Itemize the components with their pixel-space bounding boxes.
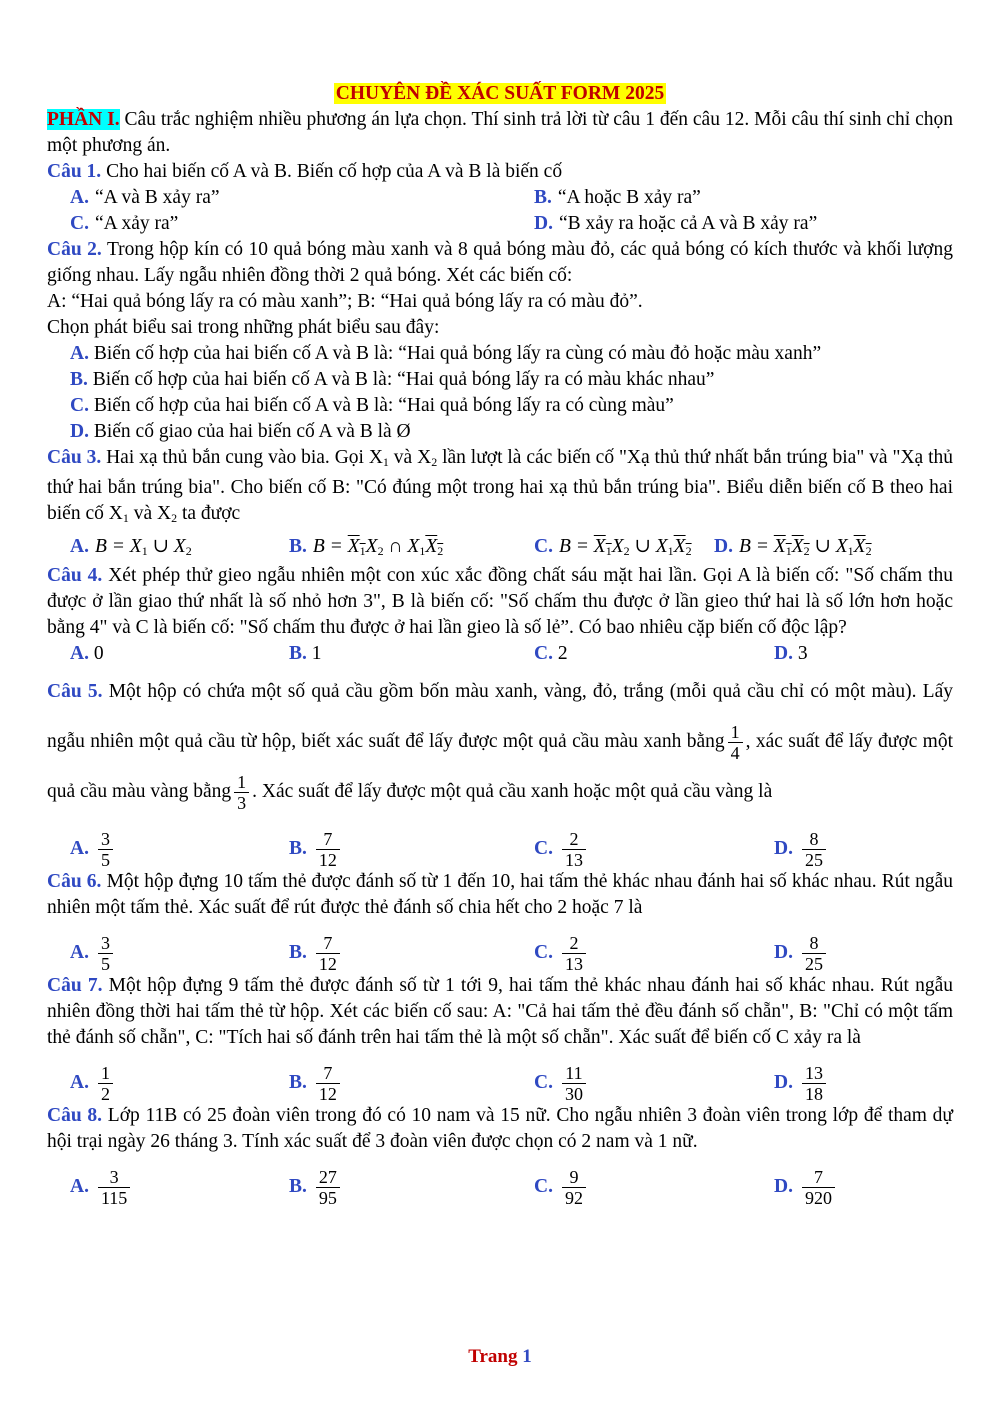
option-c: C. $\frac{2}{13}$	[534, 829, 589, 870]
question-3: Câu 3. Hai xạ thủ bắn cung vào bia. Gọi $X_1$ và $X_2$ lần lượt là các biến cố "Xạ thủ thứ nhất bắn trúng bia" và "Xạ thủ thứ hai bắn trúng bia". Cho biến cố B: "Có đúng một trong hai xạ thủ bắn trúng bia". Biểu diễn biến cố B theo hai biến cố $X_1$ và $X_2$ ta được	[47, 447, 953, 525]
option-b: B. Biến cố hợp của hai biến cố A và B là: “Hai quả bóng lấy ra có màu khác nhau”	[70, 369, 715, 390]
page-number: 1	[522, 1346, 532, 1367]
question-2	[47, 237, 953, 289]
part-heading	[47, 107, 953, 159]
formula-c: $B = X_1X_2$ ∪ $X_1X_2$	[558, 536, 692, 558]
formula-a: $B = X_1$ ∪ $X_2$	[94, 536, 192, 558]
option-a: A. $\frac{3}{5}$	[70, 933, 116, 974]
option-a: A. 0	[70, 643, 104, 664]
question-8	[47, 1103, 953, 1155]
option-a: A. Biến cố hợp của hai biến cố A và B là: “Hai quả bóng lấy ra cùng có màu đỏ hoặc màu xanh”	[70, 343, 822, 364]
question-1	[47, 159, 953, 185]
question-4-text: Xét phép thử gieo ngẫu nhiên một con xúc xắc đồng chất sáu mặt hai lần. Gọi A là biến cố: "Số chấm thu được ở lần giao thứ nhất là số nhỏ hơn 3", B là biến cố: "Số chấm thu được ở lần gieo thứ hai là số lớn hơn hoặc bằng 4" và C là biến cố: "Số chấm thu được ở hai lần gieo là số lẻ”. Có bao nhiêu cặp biến cố độc lập?	[47, 565, 953, 638]
option-d: D. $\frac{13}{18}$	[774, 1063, 829, 1104]
part-instructions: Câu trắc nghiệm nhiều phương án lựa chọn. Thí sinh trả lời từ câu 1 đến câu 12. Mỗi câu thí sinh chỉ chọn một phương án.	[47, 109, 953, 156]
option-a: A. $B = X_1$ ∪ $X_2$	[70, 536, 192, 558]
question-4-label: Câu 4.	[47, 565, 103, 586]
page-footer	[0, 1346, 1000, 1368]
question-7-options	[47, 1051, 953, 1103]
option-d: D. $\frac{8}{25}$	[774, 829, 829, 870]
option-a: A. “A và B xảy ra”	[70, 187, 220, 208]
question-6	[47, 869, 953, 921]
question-1-label: Câu 1.	[47, 161, 102, 182]
option-c: C. Biến cố hợp của hai biến cố A và B là: “Hai quả bóng lấy ra có cùng màu”	[70, 395, 674, 416]
question-7-text: Một hộp đựng 9 tấm thẻ được đánh số từ 1 tới 9, hai tấm thẻ khác nhau đánh hai số khác nhau. Rút ngẫu nhiên đồng thời hai tấm thẻ từ hộp. Xét các biến cố sau: A: "Cả hai tấm thẻ đều đánh số chẵn", B: "Chỉ có một tấm thẻ đánh số chẵn", C: "Tích hai số đánh trên hai tấm thẻ là một số chẵn". Xác suất để biến cố C xảy ra là	[47, 975, 953, 1048]
option-d: D. “B xảy ra hoặc cả A và B xảy ra”	[534, 213, 818, 234]
option-b: B. $B = X_1X_2$ ∩ $X_1X_2$	[289, 536, 444, 558]
document-title: CHUYÊN ĐỀ XÁC SUẤT FORM 2025	[335, 83, 665, 104]
option-d: D. Biến cố giao của hai biến cố A và B là Ø	[70, 421, 411, 442]
question-1-options	[47, 185, 953, 211]
option-b: B. $\frac{7}{12}$	[289, 829, 343, 870]
option-a: A. $\frac{3}{115}$	[70, 1167, 133, 1208]
option-c: C. 2	[534, 643, 568, 664]
option-d: D. $B = X_1X_2$ ∪ $X_1X_2$	[714, 536, 872, 558]
option-c: C. $B = X_1X_2$ ∪ $X_1X_2$	[534, 536, 692, 558]
formula-b: $B = X_1X_2$ ∩ $X_1X_2$	[312, 536, 444, 558]
option-a: A. $\frac{3}{5}$	[70, 829, 116, 870]
option-b: B. 1	[289, 643, 322, 664]
option-d: D. $\frac{8}{25}$	[774, 933, 829, 974]
question-2-label: Câu 2.	[47, 239, 102, 260]
option-c: C. $\frac{11}{30}$	[534, 1063, 589, 1104]
part-label: PHẦN I.	[47, 109, 120, 130]
question-2-text: Trong hộp kín có 10 quả bóng màu xanh và 8 quả bóng màu đỏ, các quả bóng có kích thước và khối lượng giống nhau. Lấy ngẫu nhiên đồng thời 2 quả bóng. Xét các biến cố:	[47, 239, 953, 286]
option-b: B. “A hoặc B xảy ra”	[534, 187, 701, 208]
fraction: $\frac{1}{4}$	[728, 722, 743, 763]
question-4-options	[47, 641, 953, 667]
question-5: Câu 5. Một hộp có chứa một số quả cầu gồm bốn màu xanh, vàng, đỏ, trắng (mỗi quả cầu chỉ có một màu). Lấy ngẫu nhiên một quả cầu từ hộp, biết xác suất để lấy được một quả cầu màu xanh bằng $\frac{1}{4}$ , xác suất để lấy được một quả cầu màu vàng bằng $\frac{1}{3}$ . Xác suất để lấy được một quả cầu xanh hoặc một quả cầu vàng là	[47, 681, 953, 814]
formula-d: $B = X_1X_2$ ∪ $X_1X_2$	[738, 536, 872, 558]
option-d: D. $\frac{7}{920}$	[774, 1167, 838, 1208]
option-c: C. $\frac{9}{92}$	[534, 1167, 589, 1208]
question-7	[47, 973, 953, 1051]
question-8-text: Lớp 11B có 25 đoàn viên trong đó có 10 nam và 15 nữ. Cho ngẫu nhiên 3 đoàn viên trong lớp để tham dự hội trại ngày 26 tháng 3. Tính xác suất để 3 đoàn viên được chọn có 2 nam và 1 nữ.	[47, 1105, 953, 1152]
option-c: C. “A xảy ra”	[70, 213, 179, 234]
question-8-options	[47, 1155, 953, 1207]
option-a: A. $\frac{1}{2}$	[70, 1063, 116, 1104]
question-6-text: Một hộp đựng 10 tấm thẻ được đánh số từ 1 đến 10, hai tấm thẻ khác nhau đánh hai số khác nhau. Rút ngẫu nhiên một tấm thẻ. Xác suất để rút được thẻ đánh số chia hết cho 2 hoặc 7 là	[47, 871, 953, 918]
question-2-prompt: Chọn phát biểu sai trong những phát biểu sau đây:	[47, 317, 440, 338]
option-c: C. $\frac{2}{13}$	[534, 933, 589, 974]
question-8-label: Câu 8.	[47, 1105, 103, 1126]
question-6-label: Câu 6.	[47, 871, 102, 892]
question-4	[47, 563, 953, 641]
fraction: $\frac{1}{3}$	[234, 772, 249, 813]
option-d: D. 3	[774, 643, 808, 664]
question-5-options	[47, 817, 953, 869]
option-b: B. $\frac{27}{95}$	[289, 1167, 343, 1208]
document-page	[47, 80, 953, 1207]
option-b: B. $\frac{7}{12}$	[289, 1063, 343, 1104]
option-b: B. $\frac{7}{12}$	[289, 933, 343, 974]
question-3-label: Câu 3.	[47, 447, 102, 468]
question-1-text: Cho hai biến cố A và B. Biến cố hợp của A và B là biến cố	[101, 161, 563, 182]
question-1-options-row2	[47, 211, 953, 237]
question-2-events: A: “Hai quả bóng lấy ra có màu xanh”; B: “Hai quả bóng lấy ra có màu đỏ”.	[47, 291, 643, 312]
question-7-label: Câu 7.	[47, 975, 103, 996]
question-3-options	[47, 531, 953, 563]
question-5-label: Câu 5.	[47, 681, 103, 702]
footer-label: Trang	[468, 1346, 518, 1367]
question-6-options	[47, 921, 953, 973]
